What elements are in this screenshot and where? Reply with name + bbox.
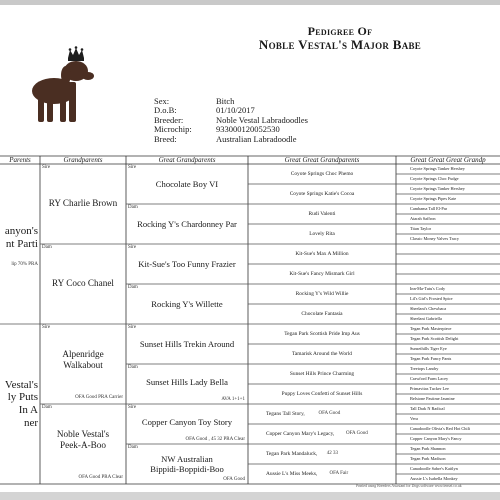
gggg-name: Treetops Landry: [410, 366, 439, 372]
parent-note: lip 70% PRA: [11, 262, 38, 267]
sex-label: Dam: [128, 205, 138, 210]
ggg-name: Chocolate Fantasia: [301, 310, 343, 317]
sex-label: Dam: [128, 445, 138, 450]
gggg-name: Primavitas Tucker Lee: [410, 386, 449, 392]
gggg-cell: [396, 384, 500, 394]
ggg-name: Coyote Springs Katie's Cocoa: [289, 190, 355, 197]
parent-name-line: In A: [18, 404, 38, 416]
ggg-name: Lovely Rita: [309, 230, 335, 237]
gggg-name: Cambama Tall El-Par: [410, 206, 448, 212]
ggg-note: OFA Good: [318, 411, 341, 416]
sex-label: Sire: [128, 165, 137, 170]
grandparent-name: Peek-A-Boo: [60, 440, 106, 450]
gggg-cell: [396, 394, 500, 404]
ggg-name: Tegans Tall Story,: [266, 410, 305, 417]
ggg-name: Tamarisk Around the World: [291, 350, 353, 357]
grandparent-name: RY Coco Chanel: [52, 278, 114, 289]
great-grandparent-name: Chocolate Boy VI: [155, 179, 219, 190]
ggg-note: 42 33: [326, 451, 338, 456]
gggg-cell: [396, 254, 500, 264]
parent-cell: [0, 324, 40, 484]
gggg-name: Coyote Springs Tanker Hershey: [410, 166, 465, 172]
header-grandparents: Grandparents: [63, 156, 103, 164]
ggg-name: Copper Canyon Mary's Legacy,: [266, 430, 335, 437]
ggg-name: Tegan Park Mandaluck,: [266, 450, 318, 457]
gggg-cell: [396, 474, 500, 484]
great-grandparent-cell: [126, 204, 248, 244]
great-grandparent-cell: [126, 244, 248, 284]
ggg-cell: [248, 284, 396, 304]
parent-name-line: nt Parti: [5, 238, 38, 250]
great-grandparent-name: Rocking Y's Chardonney Par: [137, 219, 237, 230]
gggg-cell: [396, 274, 500, 284]
parent-name-line: ner: [23, 416, 38, 429]
info-value: 01/10/2017: [216, 105, 255, 116]
great-grandparent-name: Sunset Hills Lady Bella: [146, 377, 228, 388]
gggg-name: Sheelani Gabriella: [410, 316, 442, 322]
gggg-cell: [396, 424, 500, 434]
gggg-cell: [396, 374, 500, 384]
great-grandparent-cell: [126, 364, 248, 404]
great-grandparent-note: OFA Good , 45 32 PRA Clear: [185, 437, 245, 442]
gggg-cell: [396, 454, 500, 464]
ggg-cell: [248, 384, 396, 404]
sex-label: Dam: [128, 285, 138, 290]
gggg-cell: [396, 174, 500, 184]
great-grandparent-name: Kit-Sue's Too Funny Frazier: [138, 259, 236, 270]
ggg-cell: [248, 204, 396, 224]
gggg-cell: [396, 334, 500, 344]
ggg-name: Tegan Park Scottish Pride Imp Aus: [284, 330, 360, 337]
ggg-name: Rudi Valenti: [308, 210, 336, 217]
parent-name-line: anyon's: [4, 225, 38, 238]
ggg-cell: [248, 424, 396, 444]
gggg-cell: [396, 224, 500, 234]
gggg-cell: [396, 404, 500, 414]
great-grandparent-cell: [126, 324, 248, 364]
parent-name-line: ly Puts: [7, 391, 38, 404]
grandparent-note: OFA Good PRA Clear: [78, 475, 123, 480]
sex-label: Dam: [42, 405, 52, 410]
gggg-name: Canadoodle Olivia's Red Hot Chili: [410, 426, 470, 432]
gggg-cell: [396, 414, 500, 424]
sex-label: Dam: [128, 365, 138, 370]
ggg-note: OFA Good: [346, 431, 368, 436]
sex-label: Sire: [42, 165, 51, 170]
info-value: Australian Labradoodle: [216, 133, 297, 144]
info-label: Breeder:: [154, 114, 184, 125]
gggg-name: Coyote Springs Tanker Hershey: [410, 186, 465, 192]
header-parents: Parents: [9, 156, 31, 164]
gggg-cell: [396, 214, 500, 224]
info-label: Sex:: [154, 96, 170, 106]
ggg-name: Rocking Y's Wild Willie: [295, 290, 349, 297]
ggg-name: Aussie L's Miss Meeks,: [266, 470, 318, 477]
gggg-cell: [396, 314, 500, 324]
gggg-cell: [396, 444, 500, 454]
gggg-cell: [396, 204, 500, 214]
great-grandparent-note: OFA Good: [223, 477, 245, 482]
gggg-cell: [396, 364, 500, 374]
ggg-name: Puppy Loves Confetti of Sunset Hills: [281, 390, 363, 397]
info-label: Breed:: [154, 133, 177, 144]
gggg-name: Canadoodle Sabre's Kaitlyn: [410, 466, 458, 472]
gggg-cell: [396, 284, 500, 294]
header-gggg: Great Great Great Grandp: [410, 156, 486, 164]
gggg-cell: [396, 234, 500, 244]
sex-label: Sire: [42, 325, 51, 330]
ggg-cell: [248, 264, 396, 284]
sex-label: Sire: [128, 405, 137, 410]
ggg-name: Kit-Sue's Max A Million: [295, 250, 349, 257]
gggg-name: Vera: [410, 416, 418, 422]
ggg-cell: [248, 404, 396, 424]
gggg-name: Classic Money Valves Tracy: [410, 236, 459, 242]
ggg-cell: [248, 344, 396, 364]
gggg-name: Tegan Park Shannon: [410, 446, 446, 452]
gggg-name: Tegan Park Madison: [410, 456, 446, 462]
grandparent-cell: [40, 404, 126, 484]
gggg-cell: [396, 244, 500, 254]
gggg-cell: [396, 354, 500, 364]
great-grandparent-name: Rocking Y's Willette: [151, 299, 223, 310]
sex-label: Sire: [128, 245, 137, 250]
info-value: 933000120052530: [216, 124, 280, 135]
gggg-cell: [396, 184, 500, 194]
grandparent-cell: [40, 164, 126, 244]
great-grandparent-cell: [126, 404, 248, 444]
ggg-cell: [248, 324, 396, 344]
gggg-cell: [396, 434, 500, 444]
ggg-name: Sunset Hills Prince Charming: [289, 370, 355, 377]
ggg-cell: [248, 464, 396, 484]
info-label: Microchip:: [154, 124, 192, 135]
gggg-cell: [396, 344, 500, 354]
gggg-name: Tegan Park Scottish Delight: [410, 336, 459, 342]
gggg-name: Lil's Girl's Frosted Spice: [410, 296, 453, 302]
info-label: D.o.B:: [154, 105, 177, 116]
gggg-cell: [396, 294, 500, 304]
great-grandparent-cell: [126, 444, 248, 484]
gggg-name: Belstone Pastime Jasmine: [410, 396, 455, 402]
gggg-cell: [396, 304, 500, 314]
ggg-cell: [248, 364, 396, 384]
gggg-name: Sheelani's Chewbaca: [410, 306, 447, 312]
gggg-name: Atarah Saffron: [410, 216, 436, 222]
parent-name-line: Vestal's: [4, 378, 38, 391]
gggg-name: Coyote Springs Pipes Kate: [410, 196, 457, 202]
ggg-name: Kit-Sue's Fancy Mismark Girl: [289, 270, 355, 277]
gggg-name: Tegan Park Masterpiece: [410, 326, 452, 332]
gggg-name: Titan Taylor: [410, 226, 432, 232]
gggg-cell: [396, 194, 500, 204]
gggg-cell: [396, 164, 500, 174]
ggg-note: OFA Fair: [329, 471, 349, 476]
grandparent-note: OFA Good PRA Carrier: [75, 395, 123, 400]
title-line1: Pedigree Of: [307, 24, 373, 38]
ggg-cell: [248, 244, 396, 264]
gggg-cell: [396, 264, 500, 274]
gggg-name: Tall Dark N Radical: [410, 406, 445, 412]
gggg-name: Aussie L's Isabella Monkey: [410, 476, 458, 482]
ggg-cell: [248, 164, 396, 184]
great-grandparent-name: Copper Canyon Toy Story: [141, 417, 233, 428]
gggg-name: Inn-Ma-Tutu's Cody: [410, 286, 446, 292]
ggg-name: Coyote Springs Choc Phemo: [290, 170, 354, 177]
great-grandparent-cell: [126, 284, 248, 324]
great-grandparent-name: NW Australian: [161, 454, 213, 465]
ggg-cell: [248, 304, 396, 324]
sex-label: Dam: [42, 245, 52, 250]
gggg-name: Crawford Farm Lacey: [410, 376, 449, 382]
footer-credit: Printed using Breeders Assistant for Dogs software www.tenset.co.uk: [356, 484, 462, 488]
parent-cell: [0, 164, 40, 324]
gggg-name: Tegan Park Fancy Pants: [410, 356, 452, 362]
header-ggg: Great Great Grandparents: [284, 156, 360, 164]
gggg-name: Copper Canyon Mary's Fancy: [410, 436, 462, 442]
gggg-name: Sunsethills Tiger Eye: [410, 346, 447, 352]
grandparent-cell: [40, 244, 126, 324]
gggg-cell: [396, 324, 500, 334]
sex-label: Sire: [128, 325, 137, 330]
ggg-cell: [248, 224, 396, 244]
gggg-cell: [396, 464, 500, 474]
grandparent-name: RY Charlie Brown: [48, 198, 118, 209]
ggg-cell: [248, 444, 396, 464]
info-value: Noble Vestal Labradoodles: [216, 114, 308, 125]
header-great-grandparents: Great Grandparents: [158, 156, 216, 164]
grandparent-name: Walkabout: [63, 360, 103, 370]
title-line2: Noble Vestal's Major Babe: [258, 37, 422, 52]
ggg-cell: [248, 184, 396, 204]
info-value: Bitch: [216, 96, 235, 106]
great-grandparent-cell: [126, 164, 248, 204]
grandparent-cell: [40, 324, 126, 404]
great-grandparent-name: Bippidi-Boppidi-Boo: [150, 464, 224, 474]
gggg-name: Coyote Springs Choc Fudge: [410, 176, 459, 182]
great-grandparent-name: Sunset Hills Trekin Around: [139, 339, 235, 350]
grandparent-name: Noble Vestal's: [56, 428, 110, 439]
great-grandparent-note: AVA 1+1+1: [221, 397, 245, 402]
grandparent-name: Alpenridge: [62, 348, 104, 359]
